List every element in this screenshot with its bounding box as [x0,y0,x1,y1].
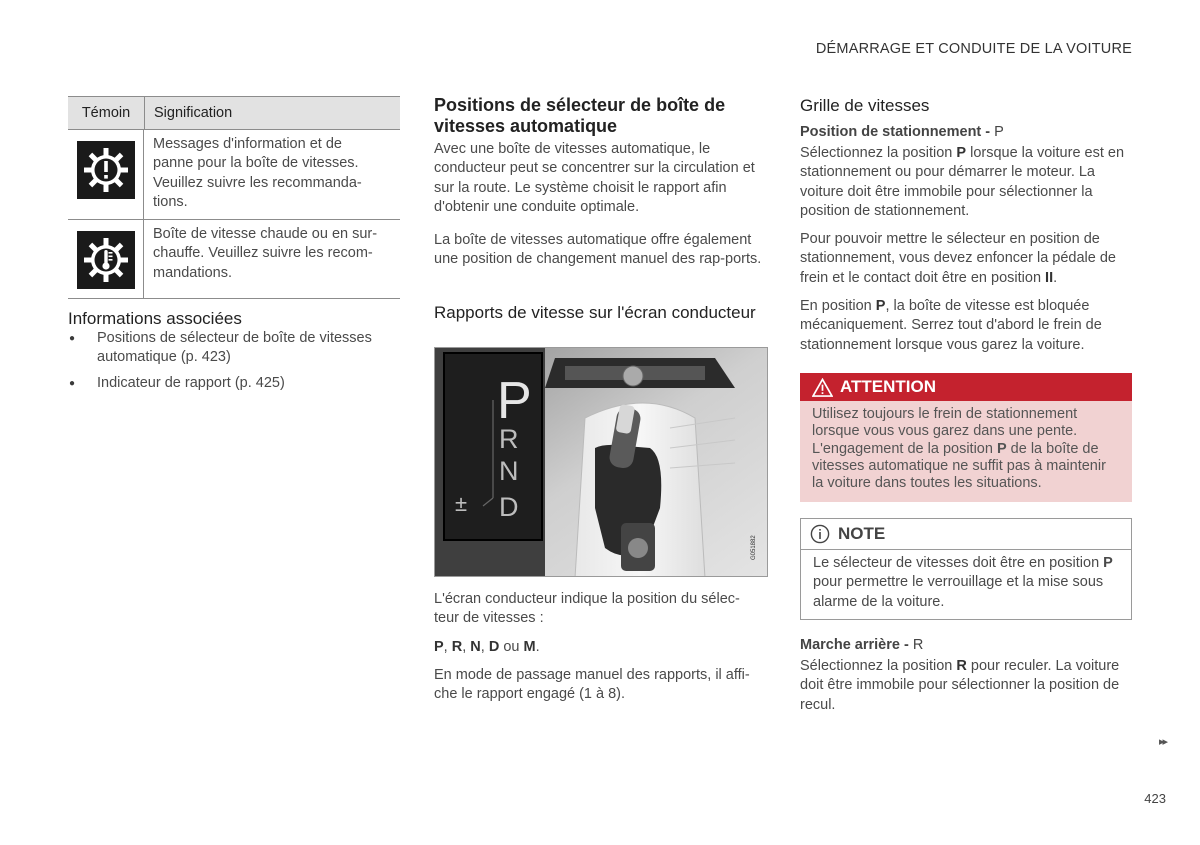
related-info-list [68,329,398,399]
warning-triangle-icon [812,378,833,397]
table-cell-meaning: Messages d'information et de panne pour la boîte de vitesses. Veuillez suivre les recommanda-tions. [153,136,362,210]
figure-code: G051882 [751,535,757,560]
manual-gear-paragraph: En mode de passage manuel des rapports, il affi-che le rapport engagé (1 à 8). [434,667,750,703]
indicator-table [68,96,400,299]
attention-box [800,373,1132,502]
info-icon [810,524,830,544]
gear-letter-r: R [499,424,519,454]
table-row [68,220,400,299]
attention-text: Utilisez toujours le frein de stationnement lorsque vous vous garez dans une pente. L'engagement de la position P de la boîte de vitesses automatique ne suffit pas à maintenir la voiture dans toutes les situations. [812,406,1106,492]
related-info-title: Informations associées [68,309,242,328]
table-row [68,130,400,220]
note-box [800,518,1132,620]
subsection-title: Rapports de vitesse sur l'écran conducteur [434,303,756,322]
figure-caption: L'écran conducteur indique la position du sélec-teur de vitesses : [434,591,740,627]
gear-letter-d: D [499,492,519,522]
note-title: NOTE [838,524,886,543]
table-header-indicator: Témoin [68,97,145,129]
reverse-paragraph: Sélectionnez la position R pour reculer. La voiture doit être immobile pour sélectionner la position de recul. [800,658,1120,713]
table-cell-meaning: Boîte de vitesse chaude ou en sur-chauffe. Veuillez suivre les recom-mandations. [153,226,378,281]
list-item[interactable]: ● Indicateur de rapport (p. 425) [68,374,398,393]
table-header-meaning: Signification [154,105,233,121]
gear-letter-p: P [497,372,532,430]
gear-grid-title: Grille de vitesses [800,96,930,115]
attention-title: ATTENTION [840,377,937,396]
continue-marker: ▸▸ [1158,736,1166,748]
manual-mode-symbol: ± [455,491,468,516]
section-header: DÉMARRAGE ET CONDUITE DE LA VOITURE [815,41,1132,57]
gearbox-temperature-icon [77,231,135,289]
table-header [68,97,400,130]
park-paragraph-2: Pour pouvoir mettre le sélecteur en position de stationnement, vous devez enfoncer la pédale de frein et le contact doit être en position II. [800,231,1116,286]
park-paragraph-3: En position P, la boîte de vitesse est bloquée mécaniquement. Serrez tout d'abord le frein de stationnement lorsque vous garez la voiture. [800,298,1102,353]
list-item[interactable]: ● Positions de sélecteur de boîte de vitesses automatique (p. 423) [68,329,398,368]
gearbox-warning-icon [77,141,135,199]
manual-mode-paragraph: La boîte de vitesses automatique offre également une position de changement manuel des rap-ports. [434,232,762,268]
gear-letter-n: N [499,456,519,486]
gear-selector-figure [434,347,768,577]
gear-positions-line: P, R, N, D ou M. [434,639,540,655]
reverse-label: Marche arrière - R [800,637,924,653]
section-title: Positions de sélecteur de boîte de vitesses automatique [434,95,726,136]
park-paragraph-1: Sélectionnez la position P lorsque la voiture est en stationnement ou pour démarrer le moteur. La voiture doit être immobile pour sélectionner la position de stationnement. [800,145,1125,219]
intro-paragraph: Avec une boîte de vitesses automatique, le conducteur peut se concentrer sur la circulation et sur la route. Le système choisit le rapport afin d'obtenir une conduite optimale. [434,141,755,215]
page-number: 423 [1144,791,1166,806]
note-text: Le sélecteur de vitesses doit être en position P pour permettre le verrouillage et la mise sous alarme de la voiture. [813,555,1113,610]
park-label: Position de stationnement - P [800,124,1004,140]
